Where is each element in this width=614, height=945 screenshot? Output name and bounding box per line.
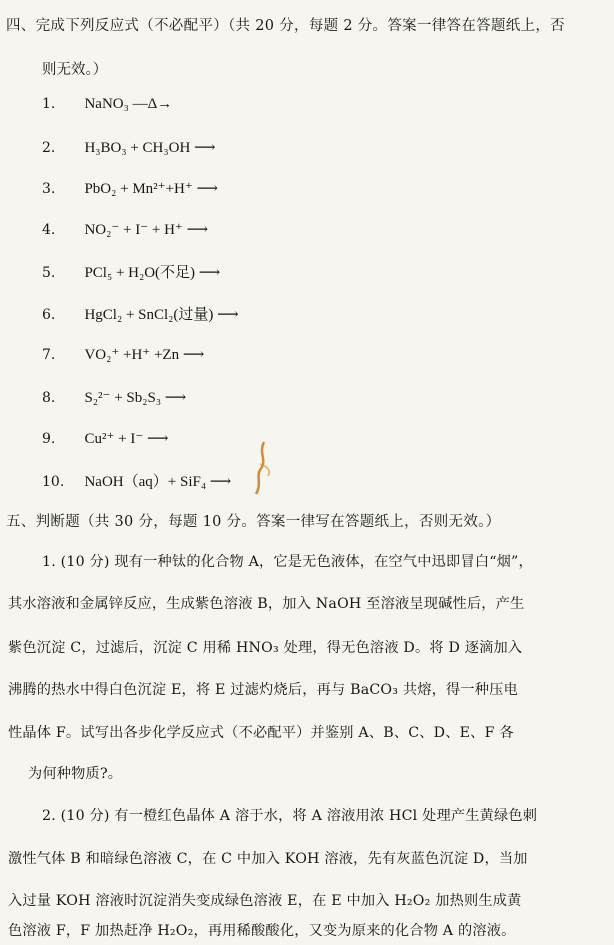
reaction-item-6 xyxy=(42,303,239,324)
reaction-formula: VO₂⁺ +H⁺ +Zn ⟶ xyxy=(84,347,205,363)
q1-line-4: 沸腾的热水中得白色沉淀 E，将 E 过滤灼烧后，再与 BaCO₃ 共熔，得一种压电 xyxy=(8,682,518,698)
q2-line-2: 激性气体 B 和暗绿色溶液 C，在 C 中加入 KOH 溶液，先有灰蓝色沉淀 D，当加 xyxy=(8,851,528,867)
q1-line-1: 1. (10 分) 现有一种钛的化合物 A，它是无色液体，在空气中迅即冒白“烟”， xyxy=(42,554,533,570)
reaction-item-9 xyxy=(42,429,169,448)
reaction-formula: NO₂⁻ + I⁻ + H⁺ ⟶ xyxy=(84,222,209,238)
reaction-formula: NaNO₃ —Δ→ xyxy=(84,96,173,112)
item-number: 6. xyxy=(42,307,56,323)
q1-line-6: 为何种物质?。 xyxy=(28,766,123,782)
section5-title: 五、判断题（共 30 分，每题 10 分。答案一律写在答题纸上，否则无效。） xyxy=(6,514,501,530)
reaction-item-10 xyxy=(42,470,231,491)
reaction-formula: PbO₂ + Mn²⁺+H⁺ ⟶ xyxy=(84,181,219,197)
reaction-formula: NaOH（aq）+ SiF₄ ⟶ xyxy=(84,474,232,490)
item-number: 3. xyxy=(42,181,56,197)
reaction-item-1 xyxy=(42,96,172,113)
handwritten-scratch-mark xyxy=(246,440,286,500)
item-number: 4. xyxy=(42,222,56,238)
reaction-formula: H₃BO₃ + CH₃OH ⟶ xyxy=(84,140,216,156)
item-number: 5. xyxy=(42,265,56,281)
q2-line-3: 入过量 KOH 溶液时沉淀消失变成绿色溶液 E，在 E 中加入 H₂O₂ 加热则生成黄 xyxy=(8,893,522,909)
reaction-item-8 xyxy=(42,388,186,407)
item-number: 8. xyxy=(42,390,56,406)
reaction-item-2 xyxy=(42,138,216,157)
q1-line-3: 紫色沉淀 C，过滤后，沉淀 C 用稀 HNO₃ 处理，得无色溶液 D。将 D 逐滴加入 xyxy=(8,640,523,656)
reaction-formula: S₂²⁻ + Sb₂S₃ ⟶ xyxy=(84,390,187,406)
q1-line-5: 性晶体 F。试写出各步化学反应式（不必配平）并鉴别 A、B、C、D、E、F 各 xyxy=(8,725,514,741)
section4-title-line1: 四、完成下列反应式（不必配平）（共 20 分，每题 2 分。答案一律答在答题纸上，否 xyxy=(6,18,565,34)
q2-line-4: 色溶液 F，F 加热赶净 H₂O₂，再用稀酸酸化，又变为原来的化合物 A 的溶液。 xyxy=(8,923,516,939)
item-number: 1. xyxy=(42,96,56,112)
reaction-item-4 xyxy=(42,220,208,239)
reaction-formula: HgCl₂ + SnCl₂(过量) ⟶ xyxy=(84,307,239,323)
q2-line-1: 2. (10 分) 有一橙红色晶体 A 溶于水，将 A 溶液用浓 HCl 处理产生黄绿色刺 xyxy=(42,808,538,824)
item-number: 2. xyxy=(42,140,56,156)
item-number: 10. xyxy=(42,474,65,490)
item-number: 7. xyxy=(42,347,56,363)
reaction-item-7 xyxy=(42,345,204,364)
reaction-formula: Cu²⁺ + I⁻ ⟶ xyxy=(84,431,169,447)
reaction-item-3 xyxy=(42,179,218,198)
reaction-item-5 xyxy=(42,261,220,282)
section4-title-line2: 则无效。） xyxy=(42,62,108,78)
item-number: 9. xyxy=(42,431,56,447)
reaction-formula: PCl₅ + H₂O(不足) ⟶ xyxy=(84,265,221,281)
q1-line-2: 其水溶液和金属锌反应，生成紫色溶液 B，加入 NaOH 至溶液呈现碱性后，产生 xyxy=(8,596,525,612)
